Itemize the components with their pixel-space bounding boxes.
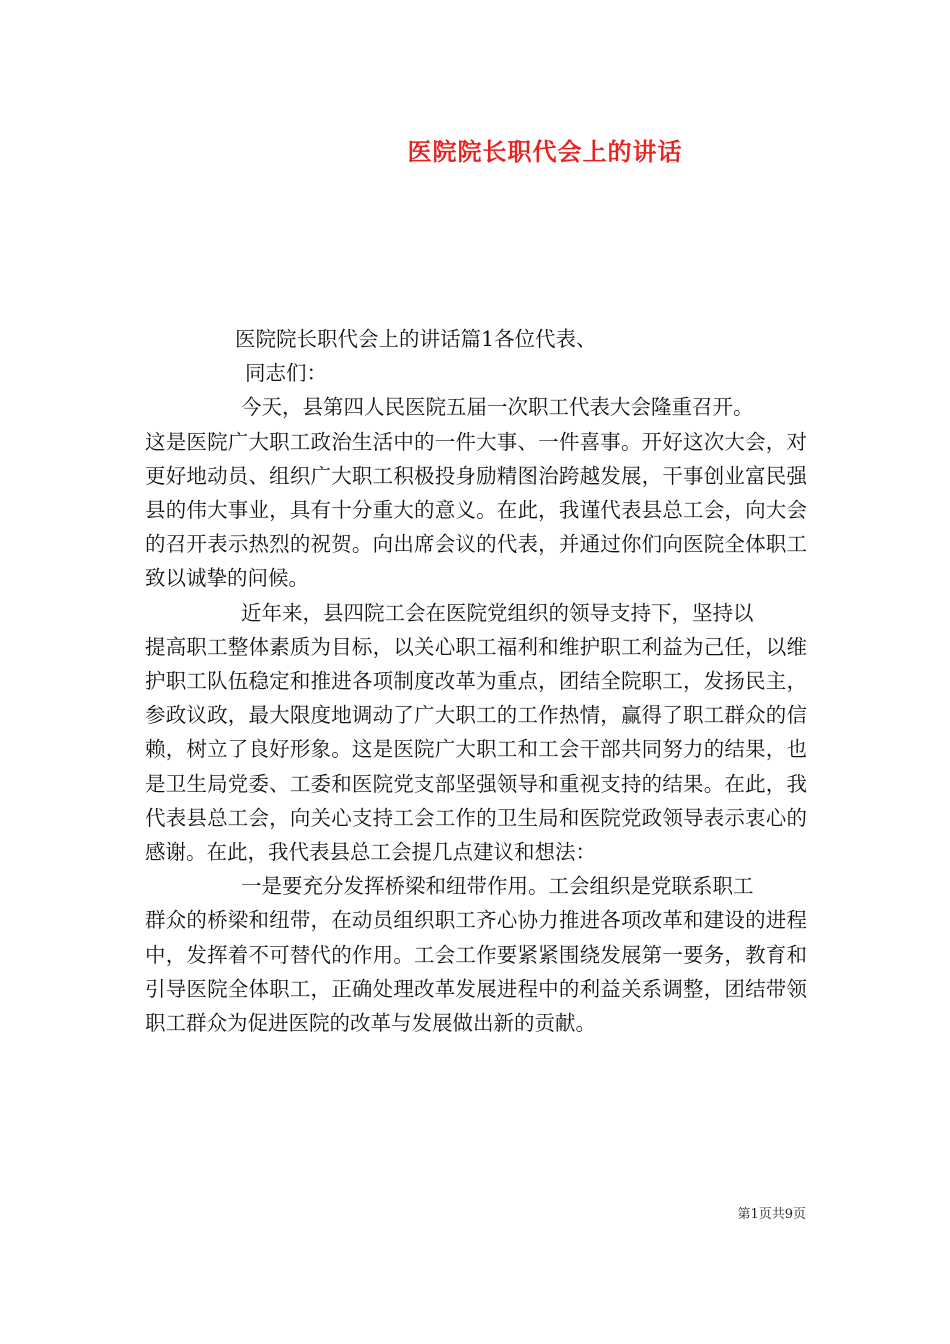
salutation: 同志们： [245, 361, 327, 386]
paragraph-2-text: 提高职工整体素质为目标，以关心职工福利和维护职工利益为己任，以维护职工队伍稳定和推进各项制度改革为重点，团结全院职工，发扬民主，参政议政，最大限度地调动了广大职工的工作热情，赢得了职工群众的信赖，树立了良好形象。这是医院广大职工和工会干部共同努力的结果，也是卫生局党委、工委和医院党支部坚强领导和重视支持的结果。在此，我代表县总工会，向关心支持工会工作的卫生局和医院党政领导表示衷心的感谢。在此，我代表县总工会提几点建议和想法： [145, 634, 807, 865]
paragraph-1 [145, 390, 807, 595]
paragraph-3-text: 群众的桥梁和纽带，在动员组织职工齐心协力推进各项改革和建设的进程中，发挥着不可替代的作用。工会工作要紧紧围绕发展第一要务，教育和引导医院全体职工，正确处理改革发展进程中的利益关系调整，团结带领职工群众为促进医院的改革与发展做出新的贡献。 [145, 908, 807, 1036]
paragraph-1-text: 这是医院广大职工政治生活中的一件大事、一件喜事。开好这次大会，对更好地动员、组织广大职工积极投身励精图治跨越发展，干事创业富民强县的伟大事业，具有十分重大的意义。在此，我谨代表县总工会，向大会的召开表示热烈的祝贺。向出席会议的代表，并通过你们向医院全体职工致以诚挚的问候。 [145, 429, 807, 591]
document-title: 医院院长职代会上的讲话 [407, 137, 683, 166]
paragraph-3-first-line: 一是要充分发挥桥梁和纽带作用。工会组织是党联系职工 [241, 874, 754, 899]
paragraph-2-first-line: 近年来，县四院工会在医院党组织的领导支持下，坚持以 [241, 600, 754, 625]
document-body [145, 322, 807, 1040]
paragraph-1-first-line: 今天，县第四人民医院五届一次职工代表大会隆重召开。 [241, 395, 754, 420]
paragraph-2 [145, 596, 807, 870]
paragraph-3 [145, 869, 807, 1040]
page-footer: 第1页共9页 [737, 1207, 806, 1222]
intro-line: 医院院长职代会上的讲话篇1各位代表、 [235, 327, 597, 351]
